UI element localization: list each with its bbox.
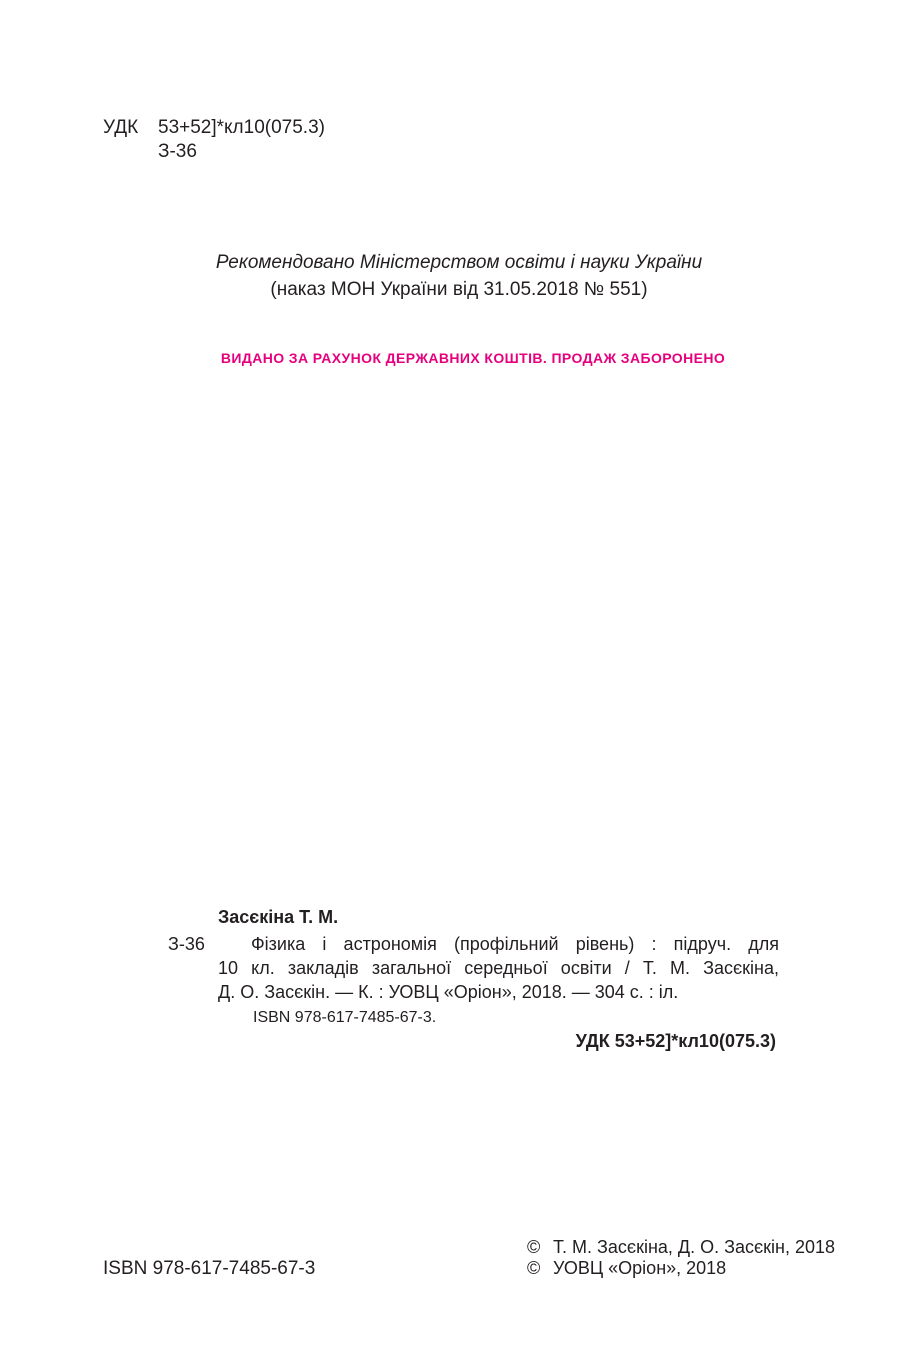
catalog-udk: УДК 53+52]*кл10(075.3) (575, 1031, 776, 1051)
udk-label: УДК (103, 117, 139, 138)
footer-isbn: ISBN 978-617-7485-67-3 (103, 1258, 316, 1279)
catalog-description-line-3: Д. О. Засєкін. — К. : УОВЦ «Оріон», 2018. — 304 с. : іл. (218, 982, 679, 1002)
catalog-description-line-2: 10 кл. закладів загальної середньої освіти / Т. М. Засєкіна, (218, 958, 779, 978)
catalog-isbn: ISBN 978-617-7485-67-3. (253, 1009, 437, 1026)
catalog-code: З-36 (158, 141, 197, 162)
state-funded-notice: ВИДАНО ЗА РАХУНОК ДЕРЖАВНИХ КОШТІВ. ПРОДАЖ ЗАБОРОНЕНО (220, 350, 726, 366)
copyright-authors: Т. М. Засєкіна, Д. О. Засєкін, 2018 (553, 1237, 836, 1257)
catalog-card-code: З-36 (168, 934, 205, 954)
ministry-order: (наказ МОН України від 31.05.2018 № 551) (270, 279, 648, 300)
ministry-recommendation: Рекомендовано Міністерством освіти і науки України (215, 252, 703, 273)
catalog-description-line-1: Фізика і астрономія (профільний рівень) : підруч. для (251, 934, 779, 954)
copyright-symbol: © (527, 1258, 541, 1278)
copyright-symbol: © (527, 1237, 541, 1257)
catalog-author: Засєкіна Т. М. (218, 907, 339, 927)
udk-code: 53+52]*кл10(075.3) (158, 117, 325, 138)
copyright-publisher: УОВЦ «Оріон», 2018 (553, 1258, 727, 1278)
